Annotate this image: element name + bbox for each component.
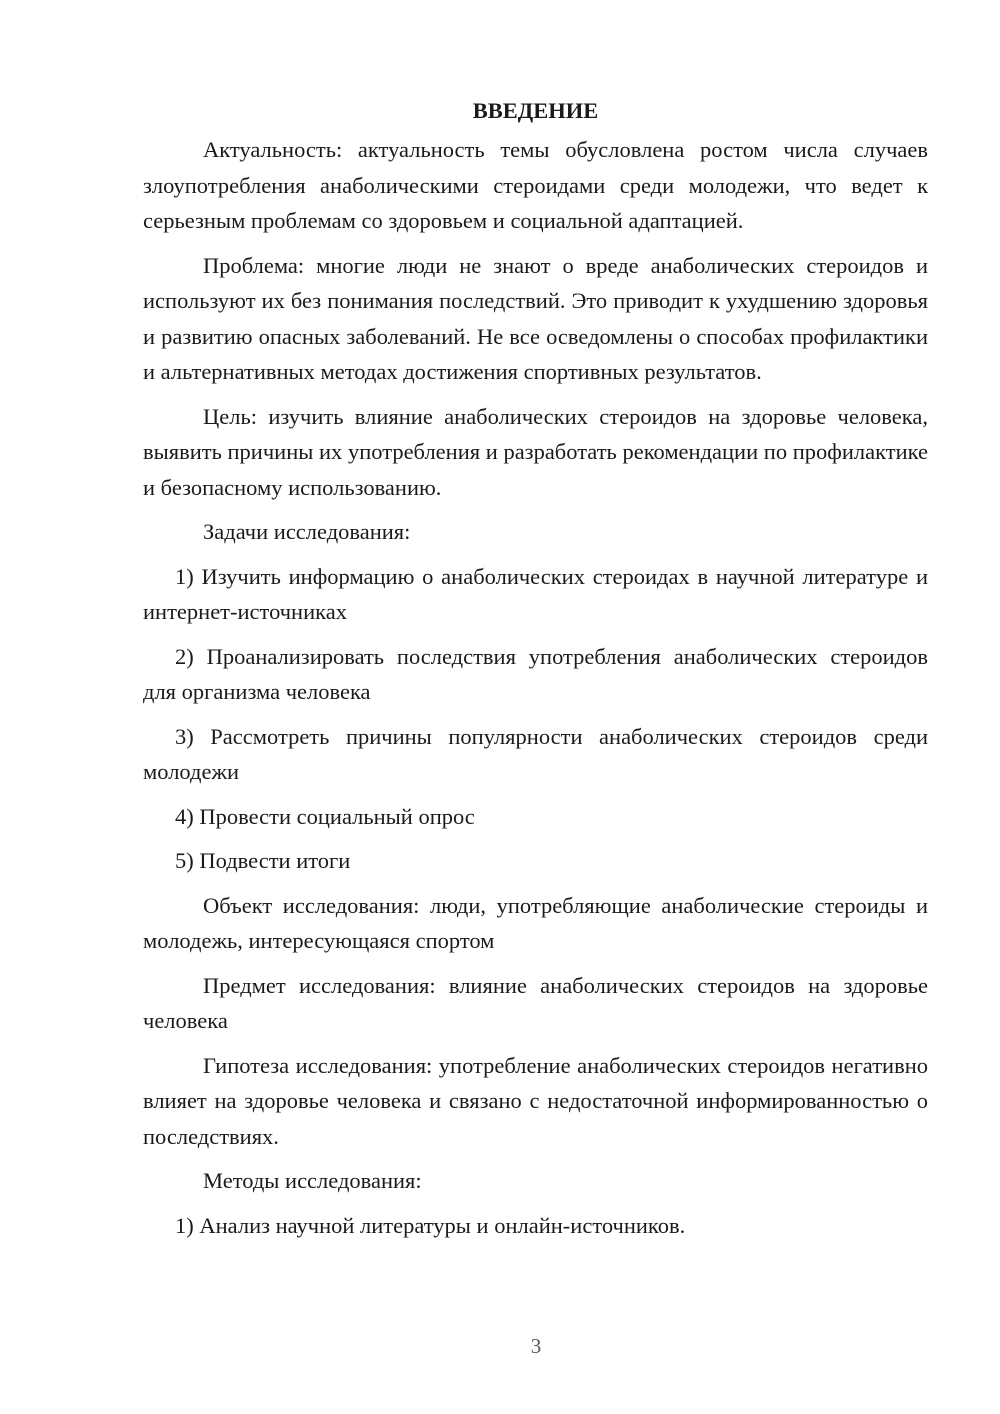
list-item-task: 3) Рассмотреть причины популярности анаболических стероидов среди молодежи bbox=[143, 723, 928, 784]
paragraph-goal: Цель: изучить влияние анаболических стероидов на здоровье человека, выявить причины их употребления и разработать рекомендации по профилактике и безопасному использованию. bbox=[143, 403, 928, 500]
paragraph-relevance: Актуальность: актуальность темы обусловлена ростом числа случаев злоупотребления анаболическими стероидами среди молодежи, что ведет к серьезным проблемам со здоровьем и социальной адаптацией. bbox=[143, 137, 928, 233]
methods-heading: Методы исследования: bbox=[203, 1168, 422, 1193]
list-item-method: 1) Анализ научной литературы и онлайн-источников. bbox=[175, 1212, 686, 1238]
list-item-task: 5) Подвести итоги bbox=[175, 848, 351, 873]
list-item-task: 1) Изучить информацию о анаболических стероидах в научной литературе и интернет-источниках bbox=[143, 563, 928, 624]
page-number: 3 bbox=[530, 1334, 542, 1358]
paragraph-subject: Предмет исследования: влияние анаболических стероидов на здоровье человека bbox=[143, 972, 928, 1033]
document-page bbox=[143, 96, 928, 1252]
page-title: ВВЕДЕНИЕ bbox=[472, 98, 599, 123]
list-item-task: 2) Проанализировать последствия употребления анаболических стероидов для организма человека bbox=[143, 643, 928, 704]
tasks-heading: Задачи исследования: bbox=[203, 519, 411, 544]
paragraph-problem: Проблема: многие люди не знают о вреде анаболических стероидов и используют их без понимания последствий. Это приводит к ухудшению здоровья и развитию опасных заболеваний. Не все осведомлены о способах профилактики и альтернативных методах достижения спортивных результатов. bbox=[143, 252, 928, 384]
list-item-task: 4) Провести социальный опрос bbox=[175, 803, 475, 829]
paragraph-object: Объект исследования: люди, употребляющие анаболические стероиды и молодежь, интересующаяся спортом bbox=[143, 892, 928, 953]
paragraph-hypothesis: Гипотеза исследования: употребление анаболических стероидов негативно влияет на здоровье человека и связано с недостаточной информированностью о последствиях. bbox=[143, 1052, 928, 1149]
